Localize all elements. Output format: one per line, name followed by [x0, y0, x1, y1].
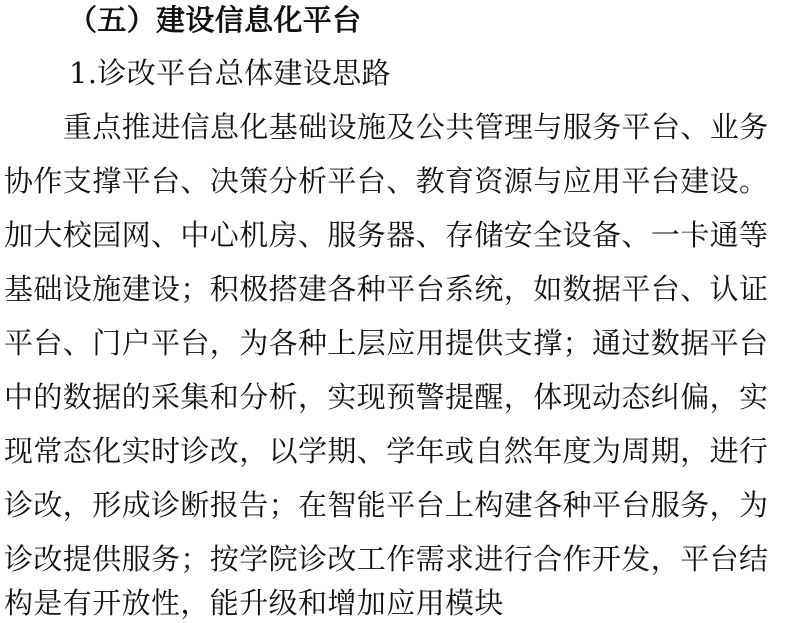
paragraph-line-3: 加大校园网、中心机房、服务器、存储安全设备、一卡通等: [4, 218, 769, 252]
paragraph-line-7: 现常态化实时诊改，以学期、学年或自然年度为周期，进行: [4, 434, 769, 468]
subheading: 1.诊改平台总体建设思路: [69, 56, 391, 90]
paragraph-line-5: 平台、门户平台，为各种上层应用提供支撑；通过数据平台: [4, 326, 769, 360]
paragraph-line-10: 构是有开放性，能升级和增加应用模块: [4, 586, 504, 620]
paragraph-line-1: 重点推进信息化基础设施及公共管理与服务平台、业务: [63, 110, 769, 144]
paragraph-line-8: 诊改，形成诊断报告；在智能平台上构建各种平台服务，为: [4, 488, 769, 522]
section-heading: （五）建设信息化平台: [68, 3, 362, 37]
paragraph-line-4: 基础设施建设；积极搭建各种平台系统，如数据平台、认证: [4, 272, 769, 306]
paragraph-line-9: 诊改提供服务；按学院诊改工作需求进行合作开发，平台结: [4, 542, 769, 576]
paragraph-line-6: 中的数据的采集和分析，实现预警提醒，体现动态纠偏，实: [4, 380, 769, 414]
paragraph-line-2: 协作支撑平台、决策分析平台、教育资源与应用平台建设。: [4, 164, 769, 198]
